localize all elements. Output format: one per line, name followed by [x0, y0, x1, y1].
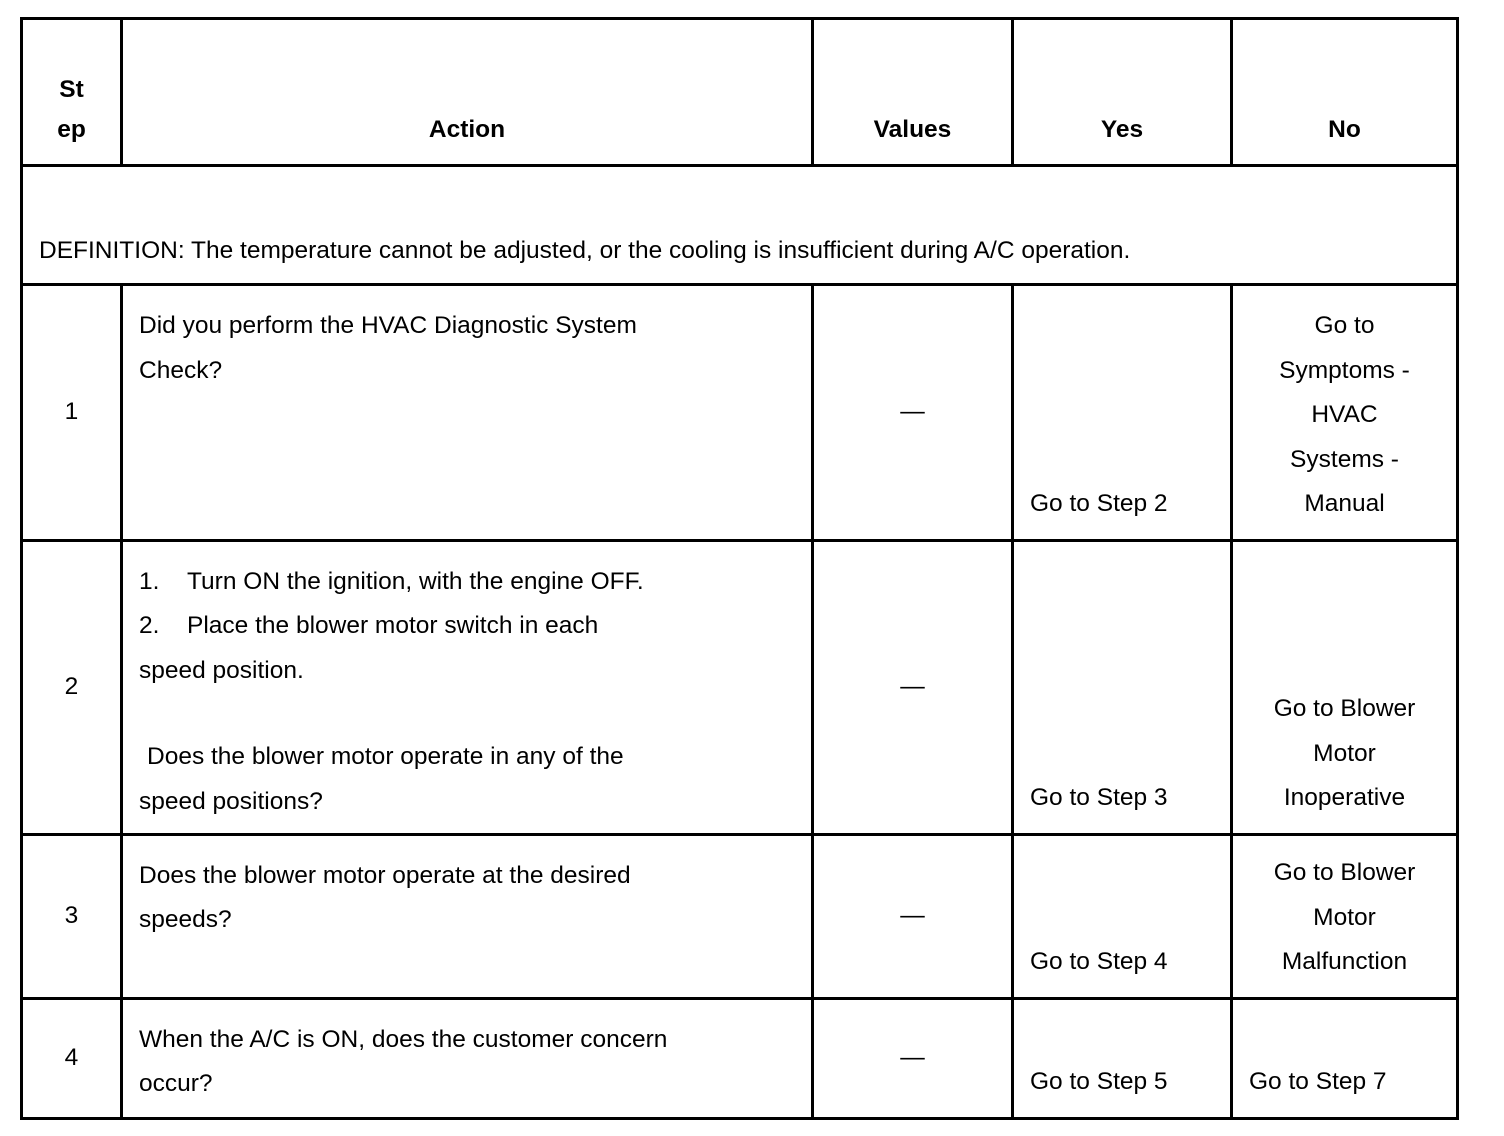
action-text: When the A/C is ON, does the customer concern occur? [122, 998, 813, 1118]
no-link[interactable]: Go to Step 7 [1232, 998, 1458, 1118]
step-row-1 [22, 285, 1458, 541]
step-row-3 [22, 834, 1458, 998]
header-step: St ep [22, 19, 122, 166]
header-row [22, 19, 1458, 166]
step-row-2 [22, 540, 1458, 834]
values-text: — [813, 540, 1013, 834]
step-row-4 [22, 998, 1458, 1118]
step-number: 4 [22, 998, 122, 1118]
definition-text: DEFINITION: The temperature cannot be adjusted, or the cooling is insufficient during A/C operation. [22, 166, 1458, 285]
values-text: — [813, 998, 1013, 1118]
step-number: 2 [22, 540, 122, 834]
action-text: 1. Turn ON the ignition, with the engine OFF. 2. Place the blower motor switch in each speed position. Does the blower motor operate in any of the speed positions? [122, 540, 813, 834]
action-text: Did you perform the HVAC Diagnostic System Check? [122, 285, 813, 541]
yes-link[interactable]: Go to Step 2 [1013, 285, 1232, 541]
header-no: No [1232, 19, 1458, 166]
header-action: Action [122, 19, 813, 166]
action-text: Does the blower motor operate at the desired speeds? [122, 834, 813, 998]
step-number: 1 [22, 285, 122, 541]
no-link[interactable]: Go to Symptoms - HVAC Systems - Manual [1232, 285, 1458, 541]
yes-link[interactable]: Go to Step 5 [1013, 998, 1232, 1118]
no-link[interactable]: Go to Blower Motor Malfunction [1232, 834, 1458, 998]
yes-link[interactable]: Go to Step 3 [1013, 540, 1232, 834]
definition-row [22, 166, 1458, 285]
no-link[interactable]: Go to Blower Motor Inoperative [1232, 540, 1458, 834]
list-item: 1. Turn ON the ignition, with the engine OFF. [139, 567, 644, 595]
header-yes: Yes [1013, 19, 1232, 166]
diagnostic-table [20, 17, 1459, 1120]
header-values: Values [813, 19, 1013, 166]
values-text: — [813, 834, 1013, 998]
step-number: 3 [22, 834, 122, 998]
values-text: — [813, 285, 1013, 541]
list-item: 2. Place the blower motor switch in each [139, 612, 599, 639]
yes-link[interactable]: Go to Step 4 [1013, 834, 1232, 998]
